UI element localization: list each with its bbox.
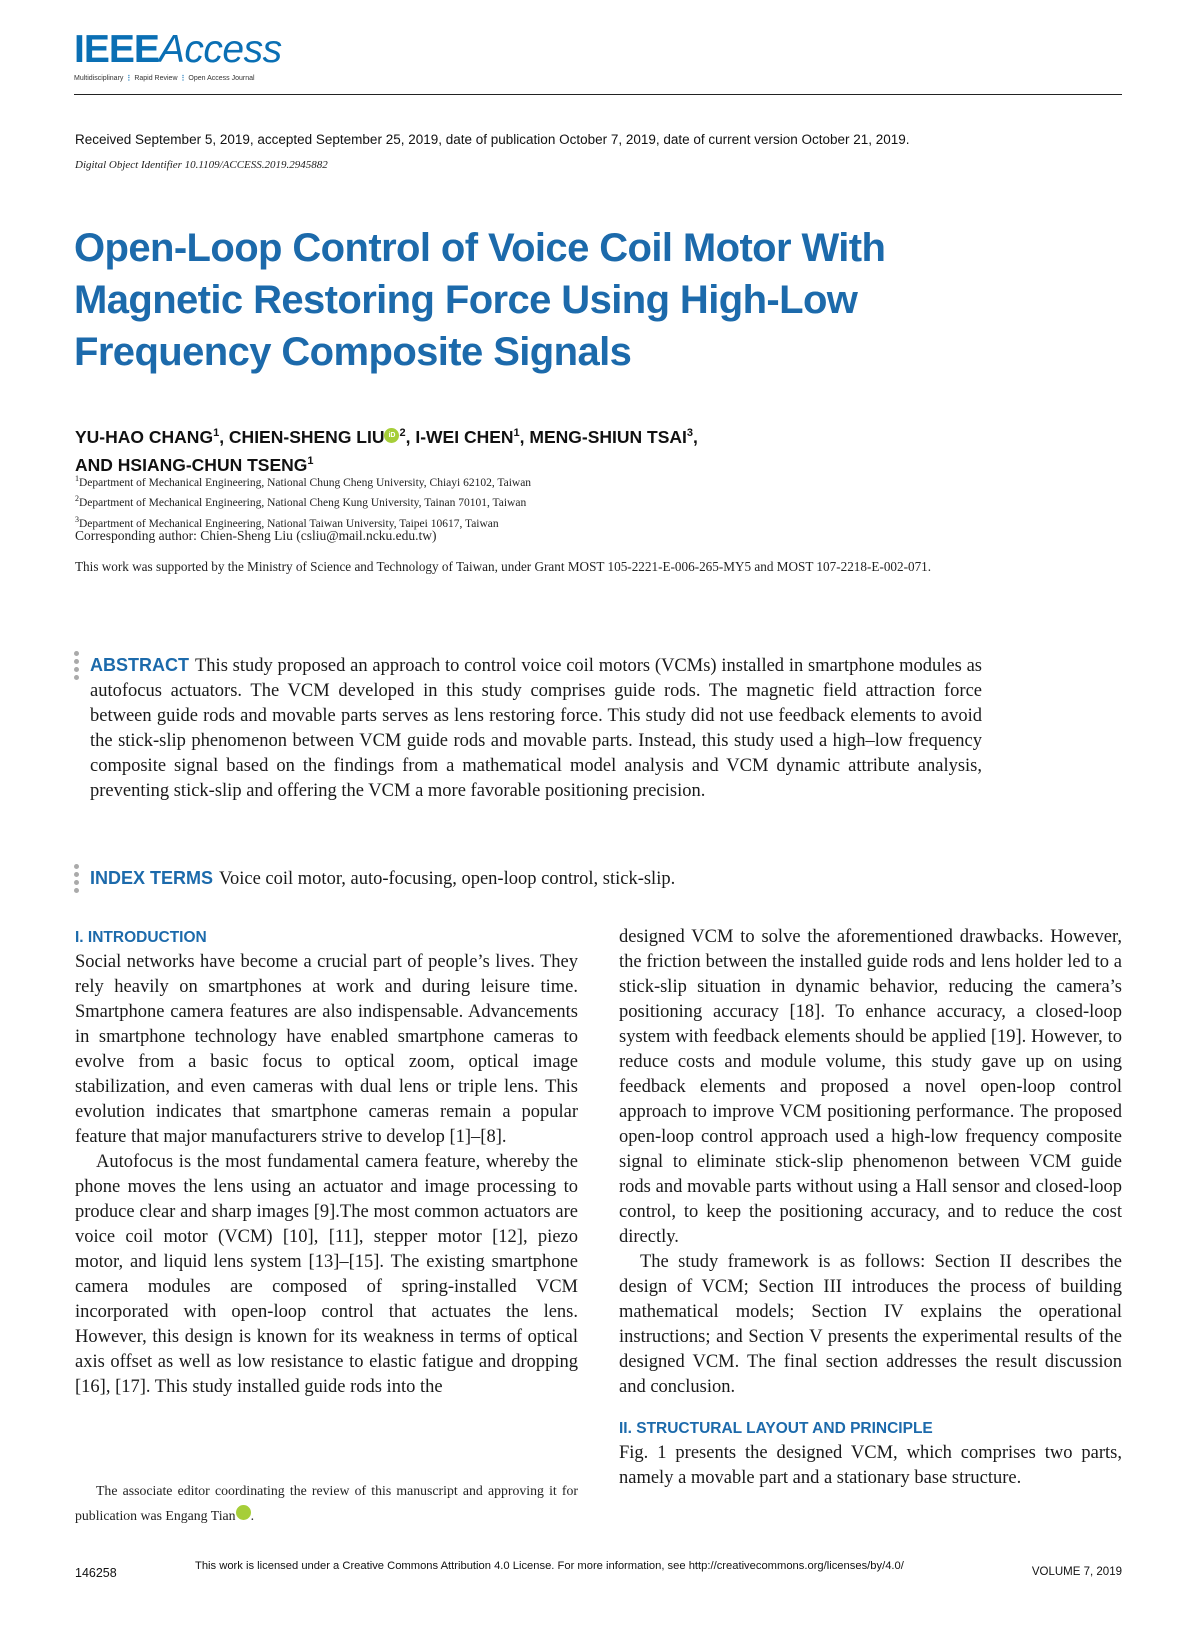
author-name: I-WEI CHEN bbox=[415, 426, 514, 447]
doi: Digital Object Identifier 10.1109/ACCESS.2019.2945882 bbox=[75, 159, 328, 171]
abstract-text: This study proposed an approach to control voice coil motors (VCMs) installed in smartphone modules as autofocus actuators. The VCM developed in this study comprises guide rods. The magnetic field attraction force between guide rods and movable parts serves as lens restoring force. This study did not use feedback elements to avoid the stick-slip phenomenon between VCM guide rods and movable parts. Instead, this study used a high–low frequency composite signal based on the findings from a mathematical model analysis and VCM dynamic attribute analysis, preventing stick-slip and offering the VCM a more favorable positioning precision. bbox=[90, 656, 982, 801]
page-number: 146258 bbox=[75, 1566, 117, 1580]
author-name: CHIEN-SHENG LIU bbox=[228, 426, 385, 447]
index-terms-text: Voice coil motor, auto-focusing, open-loop control, stick-slip. bbox=[219, 869, 676, 889]
abstract-label: ABSTRACT bbox=[90, 655, 189, 675]
license-note: This work is licensed under a Creative Commons Attribution 4.0 License. For more information, see http://creativecommons.org/licenses/by/4.0/ bbox=[195, 1560, 904, 1572]
received-dates: Received September 5, 2019, accepted September 25, 2019, date of publication October 7, 2019, date of current version October 21, 2019. bbox=[75, 132, 910, 147]
paragraph: Autofocus is the most fundamental camera feature, whereby the phone moves the lens using an actuator and image processing to produce clear and sharp images [9].The most common actuators are voice coil motor (VCM) [10], [11], stepper motor [12], piezo motor, and liquid lens system [13]–[15]. The existing smartphone camera modules are composed of spring-installed VCM incorporated with open-loop control that actuates the lens. However, this design is known for its weakness in terms of optical axis offset as well as low resistance to elastic fatigue and dropping [16], [17]. This study installed guide rods into the bbox=[75, 1152, 578, 1397]
editor-footnote: The associate editor coordinating the review of this manuscript and approving it for publication was Engang Tian iD. bbox=[75, 1483, 578, 1523]
body-column-right bbox=[619, 925, 1122, 1491]
volume-info: VOLUME 7, 2019 bbox=[1031, 1566, 1122, 1578]
abstract bbox=[90, 653, 982, 804]
paragraph: Fig. 1 presents the designed VCM, which comprises two parts, namely a movable part and a stationary base structure. bbox=[619, 1443, 1122, 1488]
logo-wordmark: IEEEAccess bbox=[74, 28, 282, 71]
journal-logo bbox=[74, 28, 282, 84]
paper-title: Open-Loop Control of Voice Coil Motor With Magnetic Restoring Force Using High-Low Frequency Composite Signals bbox=[74, 226, 886, 374]
author-name: MENG-SHIUN TSAI bbox=[529, 426, 687, 447]
logo-tagline: Multidisciplinary ⋮ Rapid Review ⋮ Open Access Journal bbox=[74, 75, 255, 82]
author-name: YU-HAO CHANG bbox=[75, 426, 214, 447]
author-name: AND HSIANG-CHUN TSENG bbox=[75, 454, 308, 475]
affiliation: $^1$Department of Mechanical Engineering, National Chung Cheng University, Chiayi 62102, Taiwan bbox=[75, 474, 532, 489]
paragraph: The study framework is as follows: Section II describes the design of VCM; Section III introduces the process of building mathematical models; Section IV explains the operational instructions; and Section V presents the experimental results of the designed VCM. The final section addresses the result discussion and conclusion. bbox=[619, 1252, 1122, 1397]
affiliations bbox=[75, 471, 531, 532]
paragraph: Social networks have become a crucial part of people’s lives. They rely heavily on smartphones at work and during leisure time. Smartphone camera features are also indispensable. Advancements in smartphone technology have enabled smartphone cameras to evolve from a basic focus to optical zoom, optical image stabilization, and even cameras with dual lens or triple lens. This evolution indicates that smartphone cameras remain a popular feature that major manufacturers strive to develop [1]–[8]. bbox=[75, 952, 578, 1147]
corresponding-author: Corresponding author: Chien-Sheng Liu (csliu@mail.ncku.edu.tw) bbox=[75, 528, 437, 543]
section-heading: I. INTRODUCTION bbox=[75, 929, 207, 946]
index-terms-label: INDEX TERMS bbox=[90, 868, 214, 888]
funding-note: This work was supported by the Ministry of Science and Technology of Taiwan, under Grant MOST 105-2221-E-006-265-MY5 and MOST 107-2218-E-002-071. bbox=[75, 559, 932, 574]
affiliation: $^3$Department of Mechanical Engineering, National Taiwan University, Taipei 10617, Taiwan bbox=[75, 514, 499, 530]
body-column-left bbox=[75, 925, 578, 1400]
orcid-icon[interactable]: iD bbox=[236, 1505, 251, 1520]
abstract-marker-icon bbox=[74, 651, 80, 683]
affiliation: $^2$Department of Mechanical Engineering, National Cheng Kung University, Tainan 70101, Taiwan bbox=[75, 494, 527, 510]
section-heading: II. STRUCTURAL LAYOUT AND PRINCIPLE bbox=[619, 1420, 933, 1437]
index-terms-marker-icon bbox=[74, 864, 80, 896]
author-list: YU-HAO CHANG$^1$, CHIEN-SHENG LIU iD $^2$, I-WEI CHEN$^1$, MENG-SHIUN TSAI$^3$, AND HSIANG-CHUN TSENG$^1$ bbox=[75, 426, 698, 475]
header-divider bbox=[74, 94, 1122, 95]
orcid-icon[interactable]: iD bbox=[384, 428, 399, 443]
index-terms bbox=[90, 866, 982, 892]
paragraph: designed VCM to solve the aforementioned drawbacks. However, the friction between the installed guide rods and lens holder led to a stick-slip situation in dynamic behavior, reducing the camera’s positioning accuracy [18]. To enhance accuracy, a closed-loop system with feedback elements should be applied [19]. However, to reduce costs and module volume, this study gave up on using feedback elements and proposed a novel open-loop control approach to improve VCM positioning performance. The proposed open-loop control approach used a high-low frequency composite signal to eliminate stick-slip phenomenon between VCM guide rods and movable parts without using a Hall sensor and closed-loop control, to keep the positioning accuracy, and to reduce the cost directly. bbox=[619, 927, 1122, 1247]
